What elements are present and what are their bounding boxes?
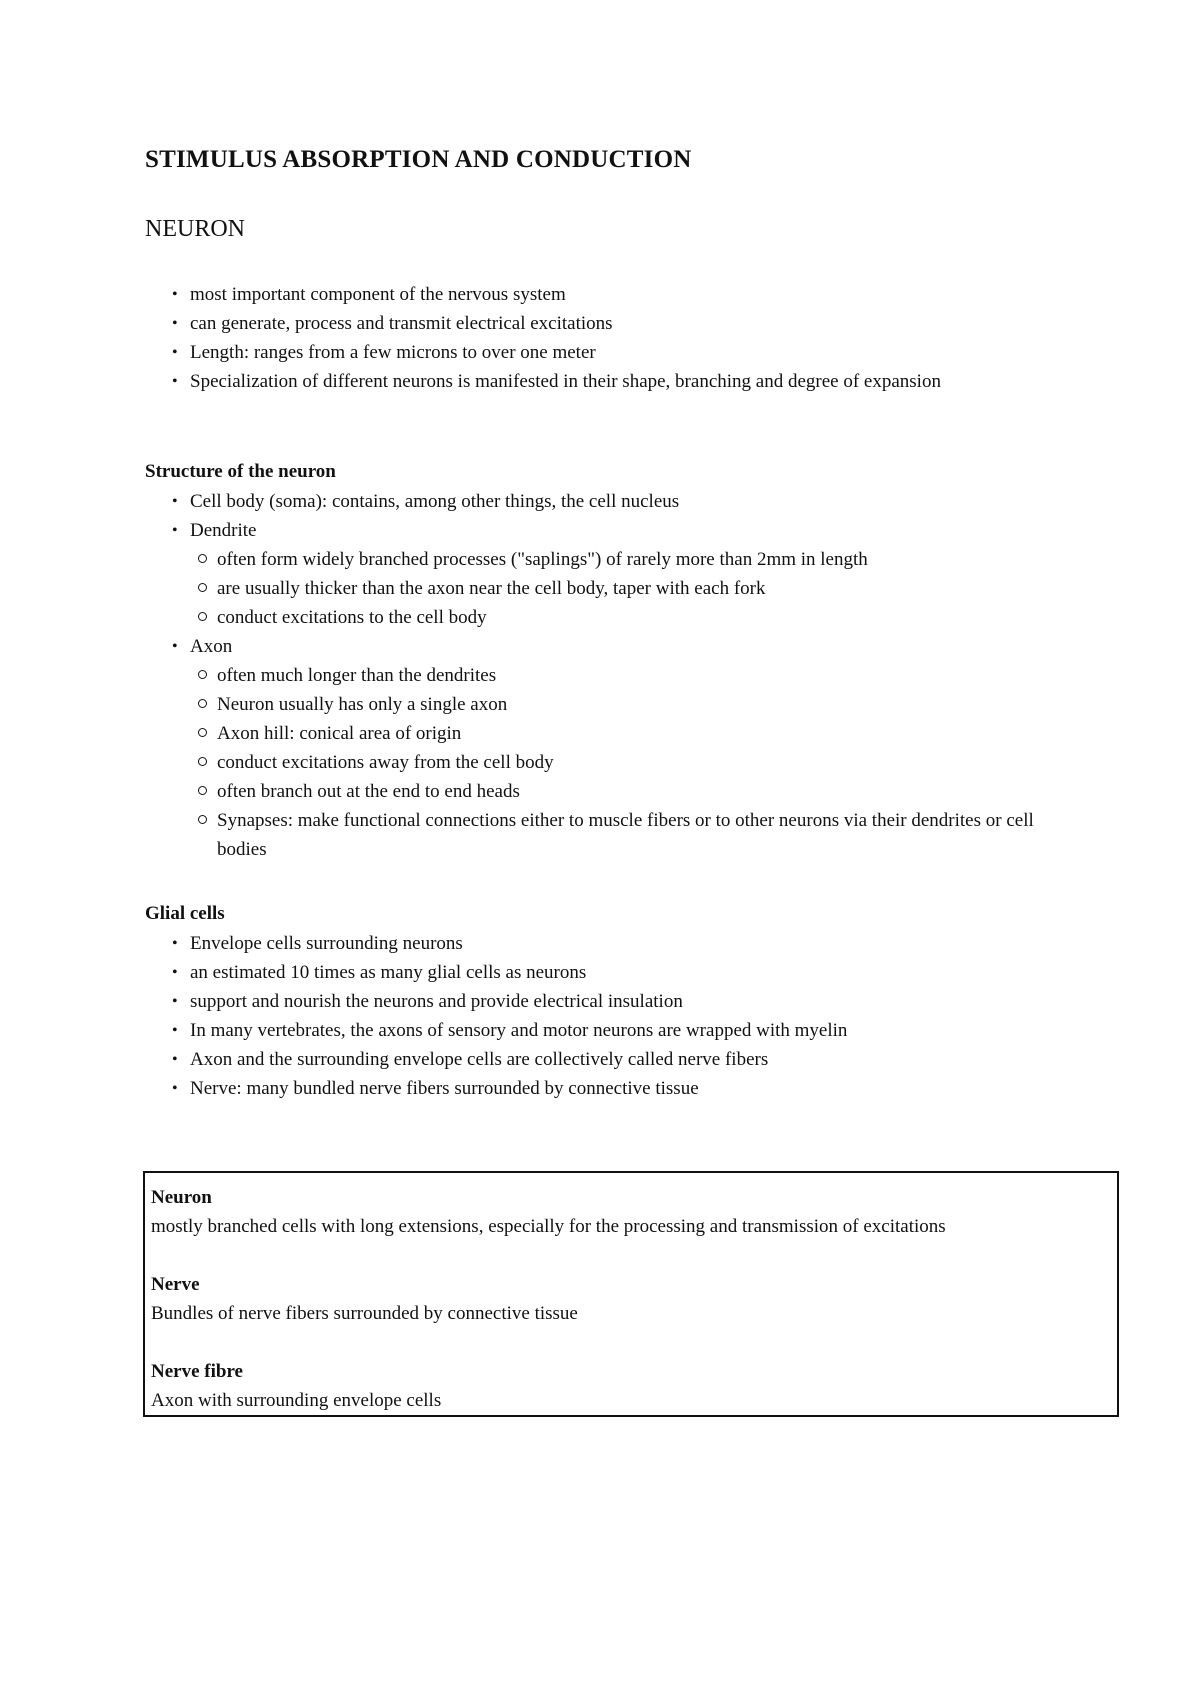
sub-list-item: often branch out at the end to end heads	[190, 777, 1105, 806]
dendrite-label: Dendrite	[190, 520, 257, 541]
sub-list-item: conduct excitations to the cell body	[190, 603, 1105, 632]
sub-list-item: conduct excitations away from the cell body	[190, 748, 1105, 777]
sub-list-item: often form widely branched processes ("saplings") of rarely more than 2mm in length	[190, 545, 1105, 574]
list-item: • Length: ranges from a few microns to over one meter	[145, 338, 1105, 367]
sub-list-item: often much longer than the dendrites	[190, 661, 1105, 690]
definition-term: Neuron	[151, 1187, 212, 1208]
sub-list-item: Neuron usually has only a single axon	[190, 690, 1105, 719]
list-item: • most important component of the nervous system	[145, 280, 1105, 309]
sub-list-item: Synapses: make functional connections either to muscle fibers or to other neurons via their dendrites or cell bodies	[190, 806, 1105, 864]
sub-list-item: Axon hill: conical area of origin	[190, 719, 1105, 748]
list-item: • Envelope cells surrounding neurons	[145, 929, 1105, 958]
sub-list-item: are usually thicker than the axon near the cell body, taper with each fork	[190, 574, 1105, 603]
list-item: • Axon and the surrounding envelope cells are collectively called nerve fibers	[145, 1045, 1105, 1074]
list-item-axon	[145, 632, 1105, 864]
glial-list	[145, 929, 1105, 1103]
definition-term: Nerve fibre	[151, 1361, 243, 1382]
list-item: • can generate, process and transmit electrical excitations	[145, 309, 1105, 338]
definition-text: Bundles of nerve fibers surrounded by connective tissue	[151, 1303, 578, 1324]
section-title: NEURON	[145, 216, 245, 242]
definition-text: mostly branched cells with long extensions, especially for the processing and transmission of excitations	[151, 1216, 946, 1237]
list-item: • support and nourish the neurons and provide electrical insulation	[145, 987, 1105, 1016]
list-item: • an estimated 10 times as many glial cells as neurons	[145, 958, 1105, 987]
structure-list	[145, 487, 1105, 864]
intro-bullet-list	[145, 280, 1105, 396]
definition-term: Nerve	[151, 1274, 200, 1295]
list-item: • Nerve: many bundled nerve fibers surrounded by connective tissue	[145, 1074, 1105, 1103]
definition-text: Axon with surrounding envelope cells	[151, 1390, 442, 1411]
definitions-box	[143, 1171, 1119, 1417]
list-item: • In many vertebrates, the axons of sensory and motor neurons are wrapped with myelin	[145, 1016, 1105, 1045]
spacer	[151, 1241, 1111, 1270]
axon-label: Axon	[190, 636, 233, 657]
structure-heading: Structure of the neuron	[145, 461, 336, 482]
glial-heading: Glial cells	[145, 903, 225, 924]
spacer	[151, 1328, 1111, 1357]
dendrite-sublist	[190, 545, 1105, 632]
list-item-dendrite	[145, 516, 1105, 632]
list-item: • Specialization of different neurons is manifested in their shape, branching and degree of expansion	[145, 367, 1105, 396]
document-title: STIMULUS ABSORPTION AND CONDUCTION	[145, 146, 692, 173]
list-item-cell-body: • Cell body (soma): contains, among other things, the cell nucleus	[145, 487, 1105, 516]
axon-sublist	[190, 661, 1105, 864]
